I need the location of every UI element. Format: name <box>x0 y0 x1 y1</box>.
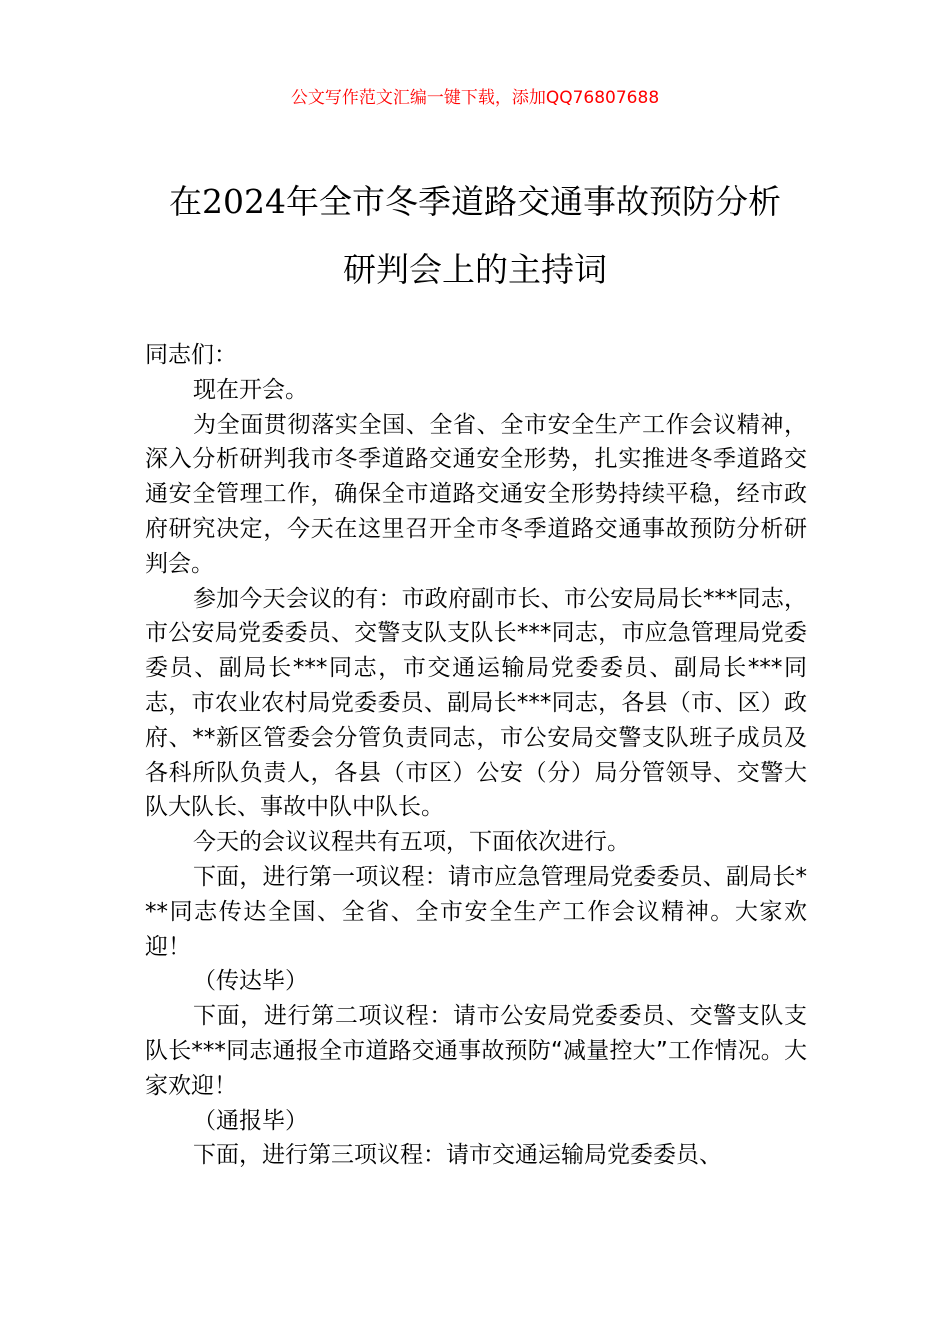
paragraph-agenda-item-2: 下面，进行第二项议程：请市公安局党委委员、交警支队支队长***同志通报全市道路交通事故预防“减量控大”工作情况。大家欢迎！ <box>145 1003 807 1099</box>
download-promo-link[interactable]: 公文写作范文汇编一键下载，添加QQ76807688 <box>290 88 660 108</box>
paragraph-agenda-item-3: 下面，进行第三项议程：请市交通运输局党委委员、 <box>193 1142 722 1169</box>
document-title-line-2: 研判会上的主持词 <box>343 250 607 289</box>
paragraph-purpose: 为全面贯彻落实全国、全省、全市安全生产工作会议精神，深入分析研判我市冬季道路交通安全形势，扎实推进冬季道路交通安全管理工作，确保全市道路交通安全形势持续平稳，经市政府研究决定，今天在这里召开全市冬季道路交通事故预防分析研判会。 <box>145 411 807 577</box>
document-title-line-1: 在2024年全市冬季道路交通事故预防分析 <box>169 182 781 221</box>
document-body <box>145 338 807 1173</box>
paragraph-attendees: 参加今天会议的有：市政府副市长、市公安局局长***同志，市公安局党委委员、交警支队支队长***同志，市应急管理局党委委员、副局长***同志，市交通运输局党委委员、副局长***同志，市农业农村局党委委员、副局长***同志，各县（市、区）政府、**新区管委会分管负责同志，市公安局交警支队班子成员及各科所队负责人，各县（市区）公安（分）局分管领导、交警大队大队长、事故中队中队长。 <box>145 585 807 821</box>
paragraph-note-2: （通报毕） <box>193 1107 308 1134</box>
paragraph-note-1: （传达毕） <box>193 968 308 995</box>
paragraph-opening: 现在开会。 <box>193 376 308 403</box>
paragraph-agenda-intro: 今天的会议议程共有五项，下面依次进行。 <box>193 829 630 856</box>
paragraph-agenda-item-1: 下面，进行第一项议程：请市应急管理局党委委员、副局长***同志传达全国、全省、全市安全生产工作会议精神。大家欢迎！ <box>145 863 807 960</box>
greeting: 同志们： <box>145 342 237 368</box>
